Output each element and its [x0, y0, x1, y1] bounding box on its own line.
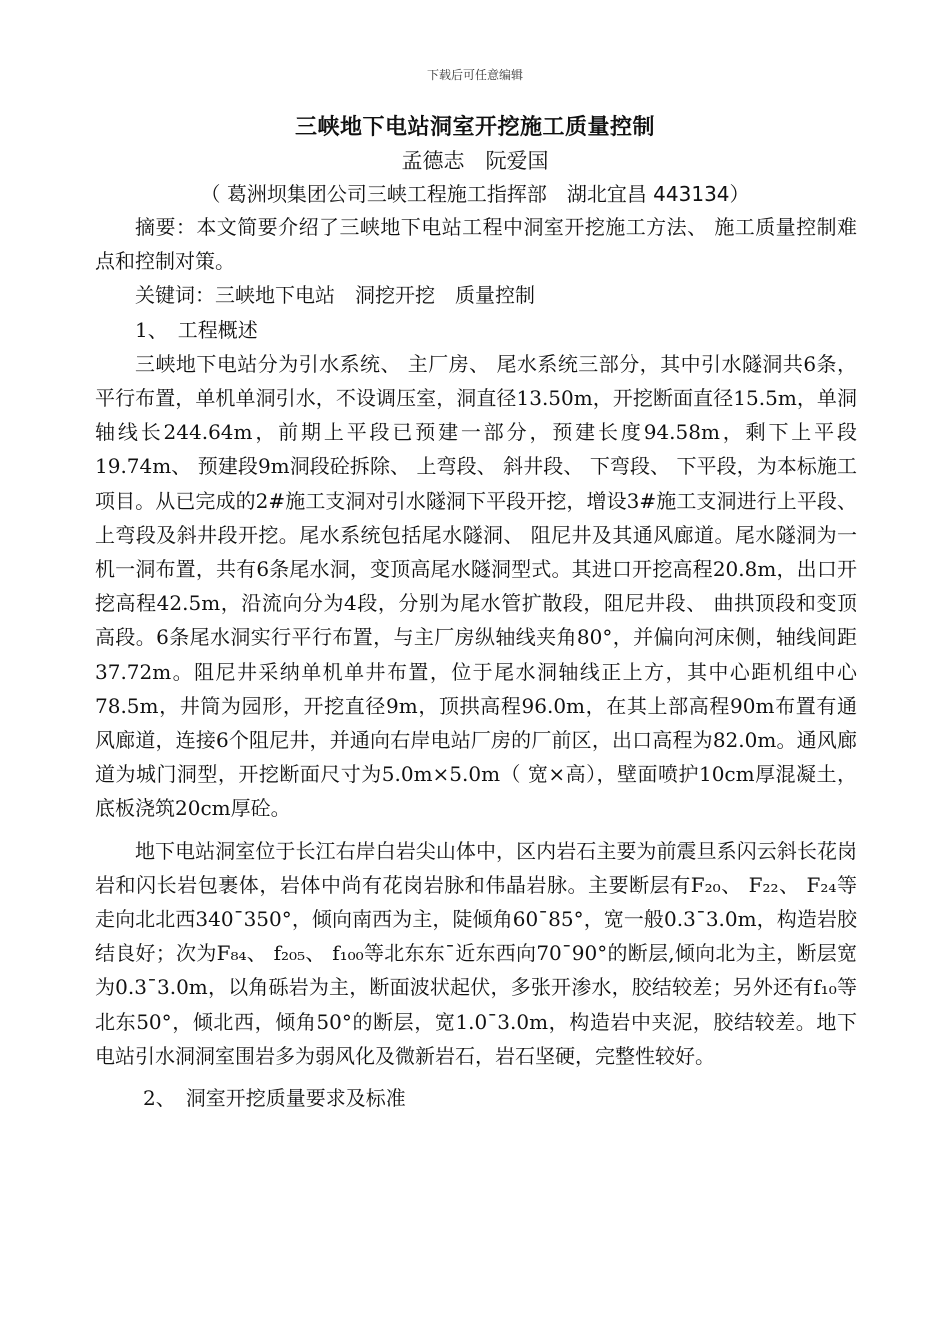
- authors: 孟德志 阮爱国: [401, 149, 549, 173]
- page-title: 三峡地下电站洞室开挖施工质量控制: [294, 115, 655, 140]
- section-2-heading: 2、 洞室开挖质量要求及标准: [143, 1086, 406, 1111]
- document-body: [95, 210, 857, 1115]
- abstract: 摘要：本文简要介绍了三峡地下电站工程中洞室开挖施工方法、 施工质量控制难点和控制对策。: [95, 215, 857, 274]
- affiliation: （ 葛洲坝集团公司三峡工程施工指挥部 湖北宜昌 443134）: [200, 182, 750, 206]
- paragraph-2: 地下电站洞室位于长江右岸白岩尖山体中，区内岩石主要为前震旦系闪云斜长花岗岩和闪长岩包裹体，岩体中尚有花岗岩脉和伟晶岩脉。主要断层有F₂₀、 F₂₂、 F₂₄等走向北北西340¯350°，倾向南西为主，陡倾角60¯85°，宽一般0.3¯3.0m，构造岩胶结良好；次为F₈₄、 f₂₀₅、 f₁₀₀等北东东¯近东西向70¯90°的断层,倾向北为主，断层宽为0.3¯3.0m，以角砾岩为主，断面波状起伏，多张开渗水，胶结较差；另外还有f₁₀等北东50°，倾北西，倾角50°的断层，宽1.0¯3.0m，构造岩中夹泥，胶结较差。地下电站引水洞洞室围岩多为弱风化及微新岩石，岩石坚硬，完整性较好。: [95, 838, 857, 1068]
- paragraph-1: 三峡地下电站分为引水系统、 主厂房、 尾水系统三部分，其中引水隧洞共6条，平行布置，单机单洞引水，不设调压室，洞直径13.50m，开挖断面直径15.5m，单洞轴线长244.64m，前期上平段已预建一部分，预建长度94.58m，剩下上平段19.74m、 预建段9m洞段砼拆除、 上弯段、 斜井段、 下弯段、 下平段，为本标施工项目。从已完成的2#施工支洞对引水隧洞下平段开挖，增设3#施工支洞进行上平段、 上弯段及斜井段开挖。尾水系统包括尾水隧洞、 阻尼井及其通风廊道。尾水隧洞为一机一洞布置，共有6条尾水洞，变顶高尾水隧洞型式。其进口开挖高程20.8m，出口开挖高程42.5m，沿流向分为4段，分别为尾水管扩散段，阻尼井段、 曲拱顶段和变顶高段。6条尾水洞实行平行布置，与主厂房纵轴线夹角80°，并偏向河床侧，轴线间距37.72m。阻尼井采纳单机单井布置，位于尾水洞轴线正上方，其中心距机组中心78.5m，井筒为园形，开挖直径9m，顶拱高程96.0m，在其上部高程90m布置有通风廊道，连接6个阻尼井，并通向右岸电站厂房的厂前区，出口高程为82.0m。通风廊道为城门洞型，开挖断面尺寸为5.0m×5.0m（ 宽×高），壁面喷护10cm厚混凝土，底板浇筑20cm厚砼。: [95, 351, 857, 821]
- section-1-heading: 1、 工程概述: [135, 317, 258, 342]
- keywords: 关键词：三峡地下电站 洞挖开挖 质量控制: [135, 283, 535, 308]
- header-note: 下载后可任意编辑: [426, 68, 523, 82]
